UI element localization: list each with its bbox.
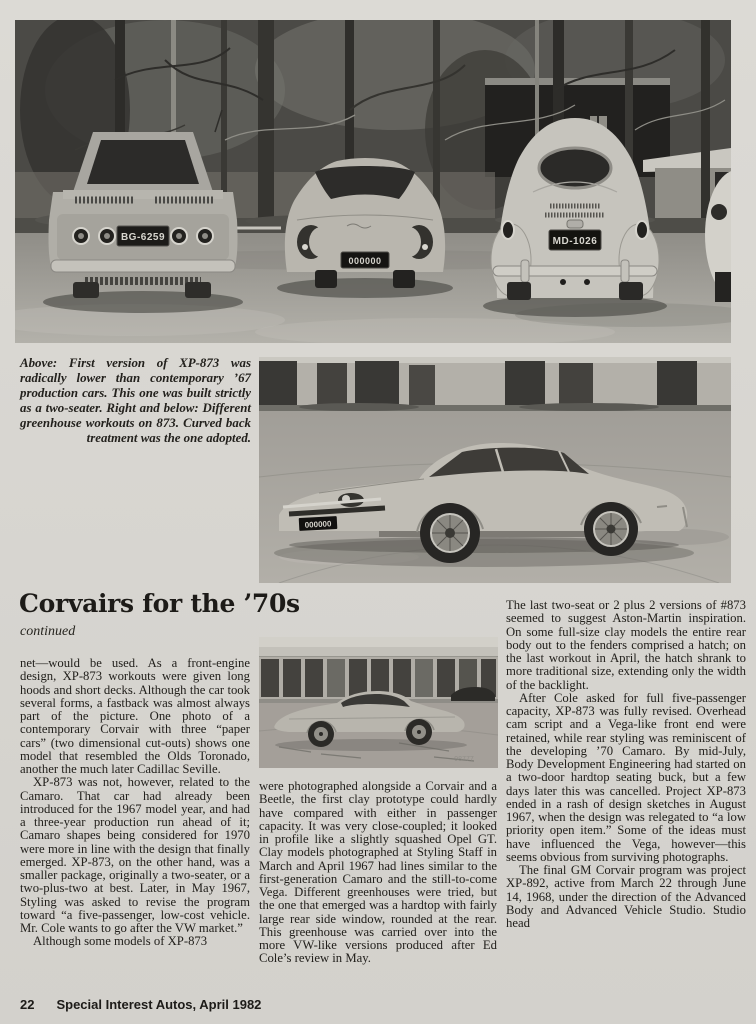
photo-reference-mark: 98777	[454, 756, 474, 763]
paragraph: The last two-seat or 2 plus 2 versions of #873 seemed to suggest Aston-Martin inspiration. On some full-size clay models the entire rear body out to the fenders comprised a hatch; on the last workout in April, the hatch shrank to more traditional size, extending only the width of the backlight.	[506, 598, 746, 692]
magazine-title: Special Interest Autos, April 1982	[56, 997, 262, 1012]
paragraph: Although some models of XP-873	[33, 934, 208, 949]
paragraph: net—would be used. As a front-engine design, XP-873 workouts were given long hoods and short decks. Although the car took several forms, a fastback was almost always part of the picture. One photo of a contemporary Corvair with three “paper cars” (two dimensional cut-outs) shows one model that resembled the Olds Toronado, another the much later Cadillac Seville.	[20, 656, 250, 776]
license-plate-text: 000000	[304, 519, 332, 530]
paragraph: XP-873 was not, however, related to the Camaro. That car had already been introduced for the 1967 model year, and had a three-year production run ahead of it; Camaro shapes being considered for 1970 were more in line with the design that finally emerged. XP-873, on the other hand, was a smaller package, originally a two-seater, or a two-plus-two at best. Later, in May 1967, Styling was asked to revise the program toward “a five-passenger, low-cost vehicle. Mr. Cole wants to go after the VW market.”	[20, 775, 250, 935]
photo-caption	[20, 356, 251, 447]
column-left	[20, 657, 250, 949]
column-right	[506, 599, 746, 930]
photo-three-cars-rear	[15, 20, 731, 343]
caption-lead-right-below: Right and below:	[106, 401, 199, 416]
paragraph: After Cole asked for full five-passenger capacity, XP-873 was fully revised. Overhead cam script and a Vega-like front end were retained, while rear styling was reminiscent of the developing ’70 Camaro. By mid-July, Body Development Engineering had started on a two-door hardtop seating buck, but a few days later this was cancelled. Project XP-873 ended in a rash of design sketches in August 1967, when the design was relegated to “a low priority open item.” Some of the ideas must have influenced the Vega, however—this seems obvious from surviving photographs.	[506, 690, 746, 864]
license-plate-text: MD-1026	[552, 236, 598, 247]
photo-three-cars-rear-svg	[15, 20, 731, 343]
caption-text-above: First version of XP-873 was radically lower than contemporary ’67 production cars. This one was built strictly as a two-seater.	[20, 356, 251, 416]
photo-clay-model-front	[259, 357, 731, 583]
caption-lead-above: Above:	[20, 356, 58, 370]
photo-clay-model-side-svg	[259, 637, 498, 768]
article-continued-label: continued	[20, 624, 76, 639]
page-number: 22	[20, 997, 35, 1012]
column-middle	[259, 780, 497, 966]
photo-clay-model-front-svg	[259, 357, 731, 583]
caption-text-right-below: Different greenhouse workouts on 873. Curved back treatment was the one adopted.	[20, 401, 251, 446]
photo-clay-model-side	[259, 637, 498, 768]
license-plate-text: 000000	[348, 256, 382, 266]
paragraph: were photographed alongside a Corvair and a Beetle, the first clay prototype could hardly have compared with either in passenger capacity. It was very close-coupled; it looked in profile like a slightly squashed Opel GT. Clay models photographed at Styling Staff in March and April 1967 had lines similar to the first-generation Camaro and the still-to-come Vega. Different greenhouses were tried, but the one that emerged was a hardtop with fairly large rear side window, rounded at the rear. This greenhouse was carried over into the more VW-like versions produced after Ed Cole’s review in May.	[259, 779, 497, 966]
page-footer	[20, 997, 720, 1012]
paragraph: The final GM Corvair program was project XP-892, active from March 22 through June 14, 1968, under the direction of the Advanced Body and Advanced Vehicle Studio. Studio head	[506, 863, 746, 930]
license-plate-text: BG-6259	[120, 232, 166, 243]
article-title: Corvairs for the ’70s	[19, 589, 300, 618]
